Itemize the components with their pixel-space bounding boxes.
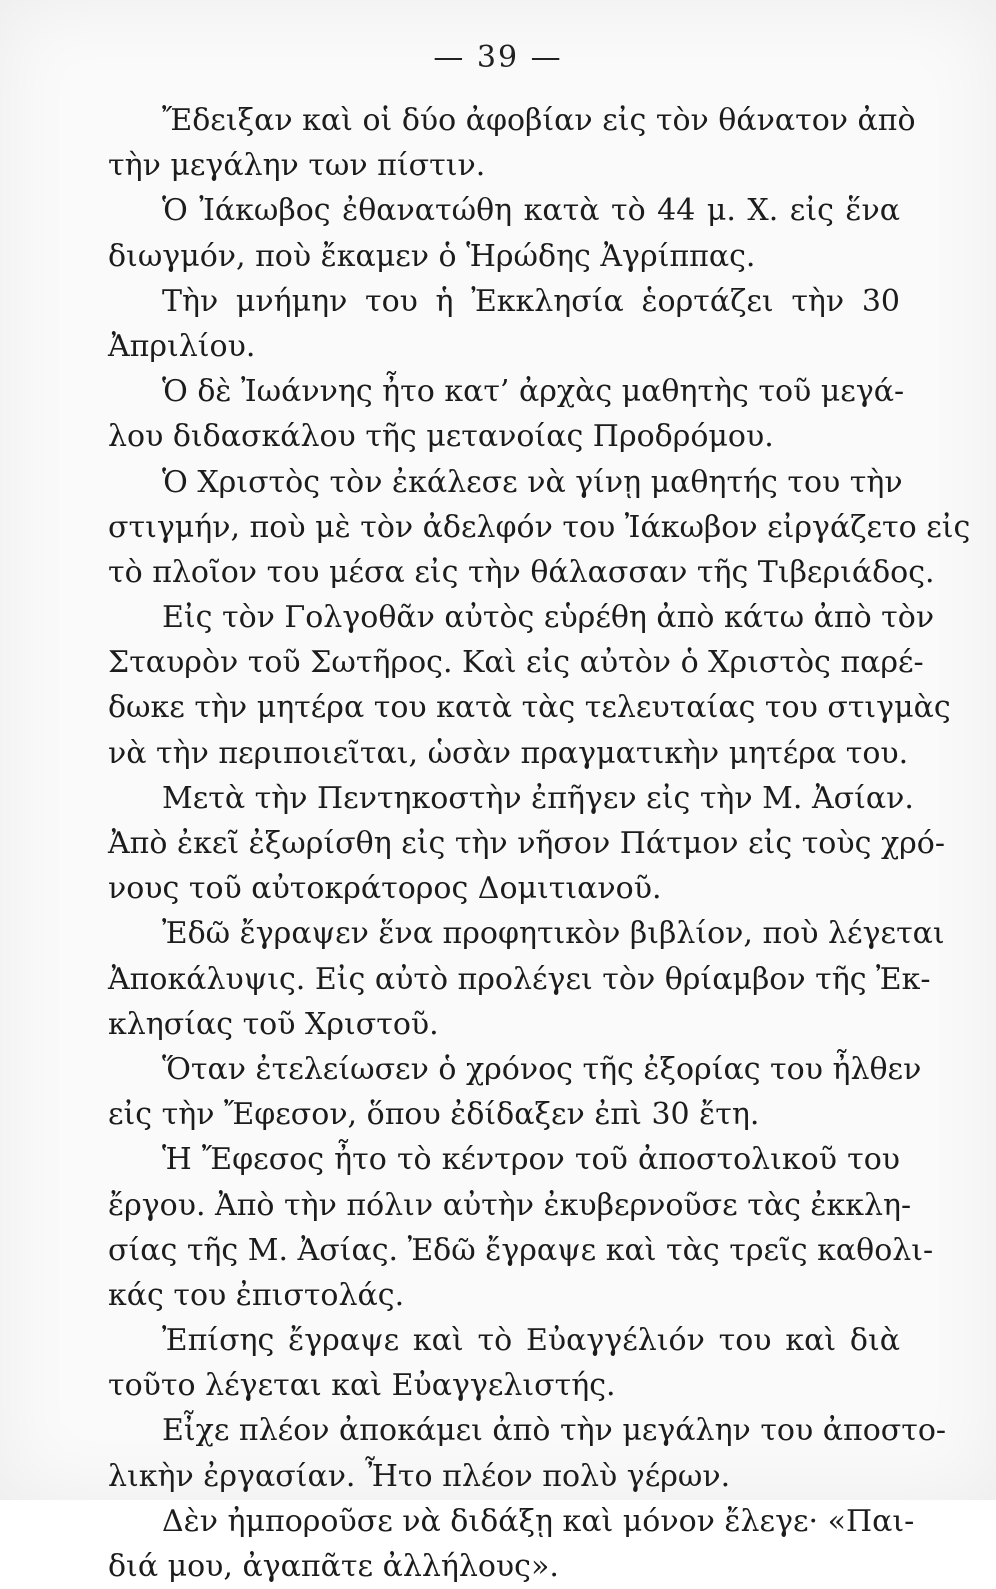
text-line: νους τοῦ αὐτοκράτορος Δομιτιανοῦ. xyxy=(108,871,662,907)
text-line: Εἰς τὸν Γολγοθᾶν αὐτὸς εὑρέθη ἀπὸ κάτω ἀπὸ τὸν xyxy=(162,600,935,636)
text-line: Ἐδῶ ἔγραψεν ἕνα προφητικὸν βιβλίον, ποὺ λέγεται xyxy=(162,916,945,952)
text-line: δωκε τὴν μητέρα του κατὰ τὰς τελευταίας του στιγμὰς xyxy=(108,690,951,726)
text-line: Ἐπίσης ἔγραψε καὶ τὸ Εὐαγγέλιόν του καὶ διὰ xyxy=(162,1323,900,1359)
text-line: ἔργου. Ἀπὸ τὴν πόλιν αὐτὴν ἐκυβερνοῦσε τὰς ἐκκλη- xyxy=(108,1187,912,1223)
text-line: λου διδασκάλου τῆς μετανοίας Προδρόμου. xyxy=(108,419,774,455)
text-line: Ἀποκάλυψις. Εἰς αὐτὸ προλέγει τὸν θρίαμβον τῆς Ἐκ- xyxy=(108,961,931,997)
text-line: τὴν μεγάλην των πίστιν. xyxy=(108,148,486,184)
text-line: στιγμήν, ποὺ μὲ τὸν ἀδελφόν του Ἰάκωβον εἰργάζετο εἰς xyxy=(108,509,971,545)
text-line: κλησίας τοῦ Χριστοῦ. xyxy=(108,1006,439,1042)
text-line: Ὁ Χριστὸς τὸν ἐκάλεσε νὰ γίνῃ μαθητής του τὴν xyxy=(162,464,903,500)
text-line: Ἀπριλίου. xyxy=(108,328,256,364)
text-line: Ὁ Ἰάκωβος ἐθανατώθη κατὰ τὸ 44 μ. Χ. εἰς ἕνα xyxy=(162,193,900,229)
text-line: νὰ τὴν περιποιεῖται, ὡσὰν πραγματικὴν μητέρα του. xyxy=(108,735,909,771)
text-line: διωγμόν, ποὺ ἔκαμεν ὁ Ἡρώδης Ἀγρίππας. xyxy=(108,238,756,274)
text-line: Ὅταν ἐτελείωσεν ὁ χρόνος τῆς ἐξορίας του ἦλθεν xyxy=(162,1051,922,1087)
text-line: Μετὰ τὴν Πεντηκοστὴν ἐπῆγεν εἰς τὴν Μ. Ἀσίαν. xyxy=(162,780,914,816)
text-line: σίας τῆς Μ. Ἀσίας. Ἐδῶ ἔγραψε καὶ τὰς τρεῖς καθολι- xyxy=(108,1232,934,1268)
text-line: Δὲν ἠμποροῦσε νὰ διδάξῃ καὶ μόνον ἔλεγε· «Παι- xyxy=(162,1503,915,1539)
text-line: Ἔδειξαν καὶ οἱ δύο ἀφοβίαν εἰς τὸν θάνατον ἀπὸ xyxy=(162,103,916,138)
text-line: κάς του ἐπιστολάς. xyxy=(108,1277,405,1313)
page-number: — 39 — xyxy=(433,40,563,75)
text-line: Εἶχε πλέον ἀποκάμει ἀπὸ τὴν μεγάλην του ἀποστο- xyxy=(162,1413,947,1449)
text-line: τὸ πλοῖον του μέσα εἰς τὴν θάλασσαν τῆς Τιβεριάδος. xyxy=(108,554,935,590)
text-line: εἰς τὴν Ἔφεσον, ὅπου ἐδίδαξεν ἐπὶ 30 ἔτη. xyxy=(108,1097,760,1133)
body-text xyxy=(108,98,971,1589)
text-line: διά μου, ἀγαπᾶτε ἀλλήλους». xyxy=(108,1549,559,1584)
text-line: Ὁ δὲ Ἰωάννης ἦτο κατ’ ἀρχὰς μαθητὴς τοῦ μεγά- xyxy=(162,374,905,410)
text-line: Σταυρὸν τοῦ Σωτῆρος. Καὶ εἰς αὐτὸν ὁ Χριστὸς παρέ- xyxy=(108,645,924,681)
text-line: Τὴν μνήμην του ἡ Ἐκκλησία ἑορτάζει τὴν 30 xyxy=(162,283,900,319)
text-line: Ἀπὸ ἐκεῖ ἐξωρίσθη εἰς τὴν νῆσον Πάτμον εἰς τοὺς χρό- xyxy=(108,826,945,861)
text-line: λικὴν ἐργασίαν. Ἦτο πλέον πολὺ γέρων. xyxy=(108,1458,731,1494)
text-line: τοῦτο λέγεται καὶ Εὐαγγελιστής. xyxy=(108,1368,616,1404)
text-line: Ἡ Ἔφεσος ἦτο τὸ κέντρον τοῦ ἀποστολικοῦ του xyxy=(162,1142,900,1178)
